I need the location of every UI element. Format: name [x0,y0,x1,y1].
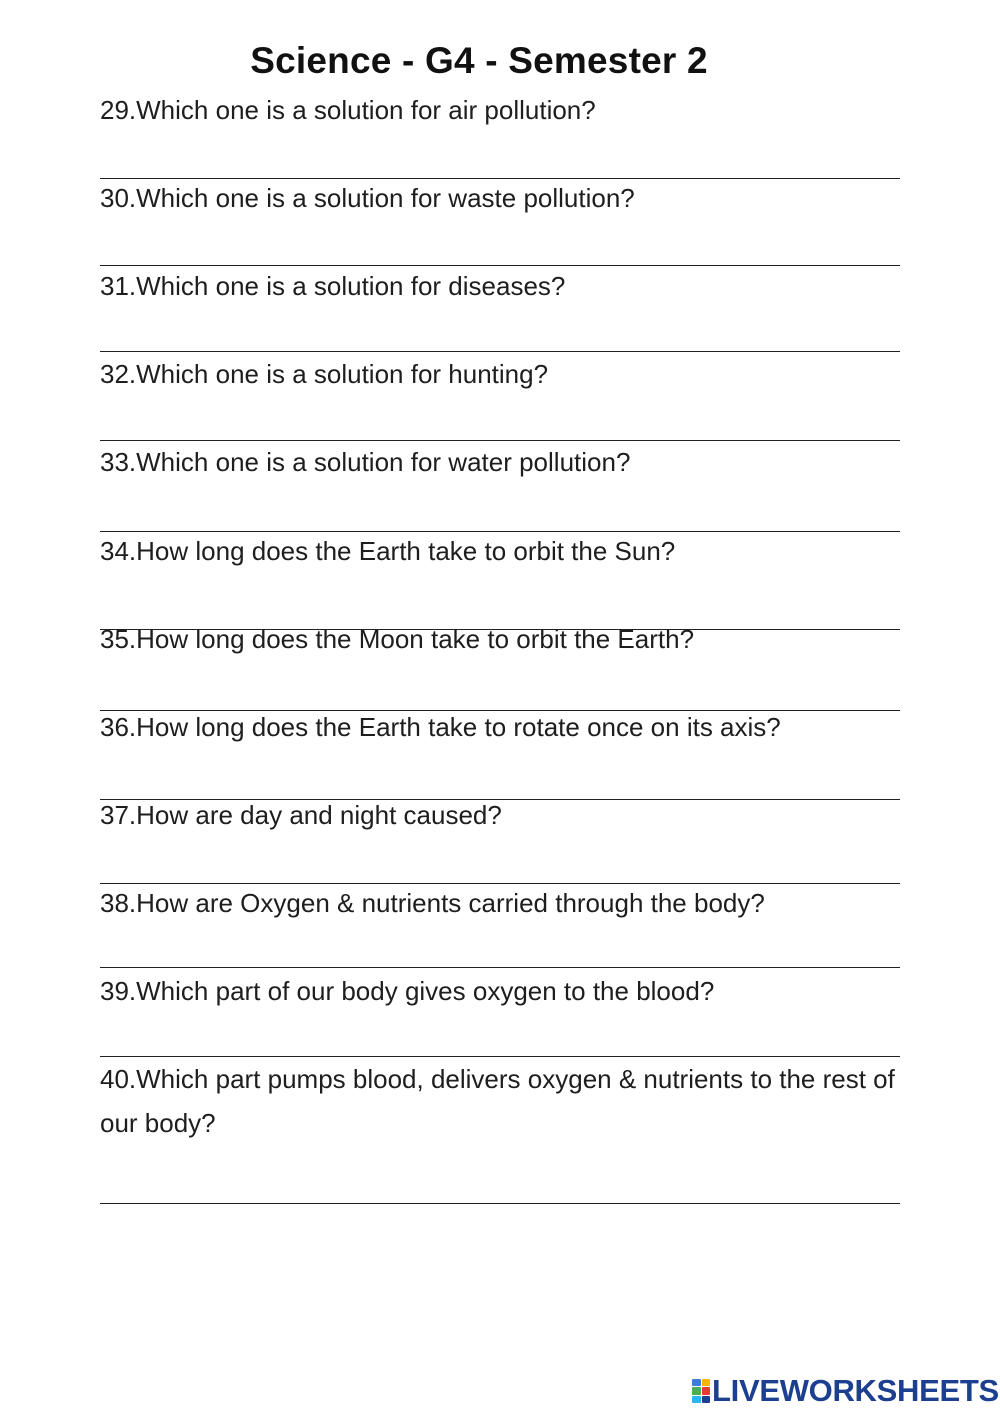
question-29: 29.Which one is a solution for air pollution? [100,95,596,125]
liveworksheets-logo-icon [692,1379,710,1403]
question-38: 38.How are Oxygen & nutrients carried through the body? [100,888,765,918]
question-34: 34.How long does the Earth take to orbit the Sun? [100,536,676,566]
page-title: Science - G4 - Semester 2 [250,40,708,81]
answer-line-40[interactable] [100,1203,900,1204]
answer-line-38[interactable] [100,967,900,968]
question-36: 36.How long does the Earth take to rotate once on its axis? [100,712,781,742]
question-35: 35.How long does the Moon take to orbit the Earth? [100,624,695,654]
question-32: 32.Which one is a solution for hunting? [100,359,549,389]
question-37: 37.How are day and night caused? [100,800,502,830]
question-30: 30.Which one is a solution for waste pollution? [100,183,635,213]
question-31: 31.Which one is a solution for diseases? [100,271,566,301]
question-33: 33.Which one is a solution for water pollution? [100,447,631,477]
liveworksheets-brand [692,1374,999,1408]
question-40: 40.Which part pumps blood, delivers oxygen & nutrients to the rest of our body? [100,1064,895,1138]
brand-name: LIVEWORKSHEETS [712,1373,999,1408]
question-39: 39.Which part of our body gives oxygen to the blood? [100,976,715,1006]
